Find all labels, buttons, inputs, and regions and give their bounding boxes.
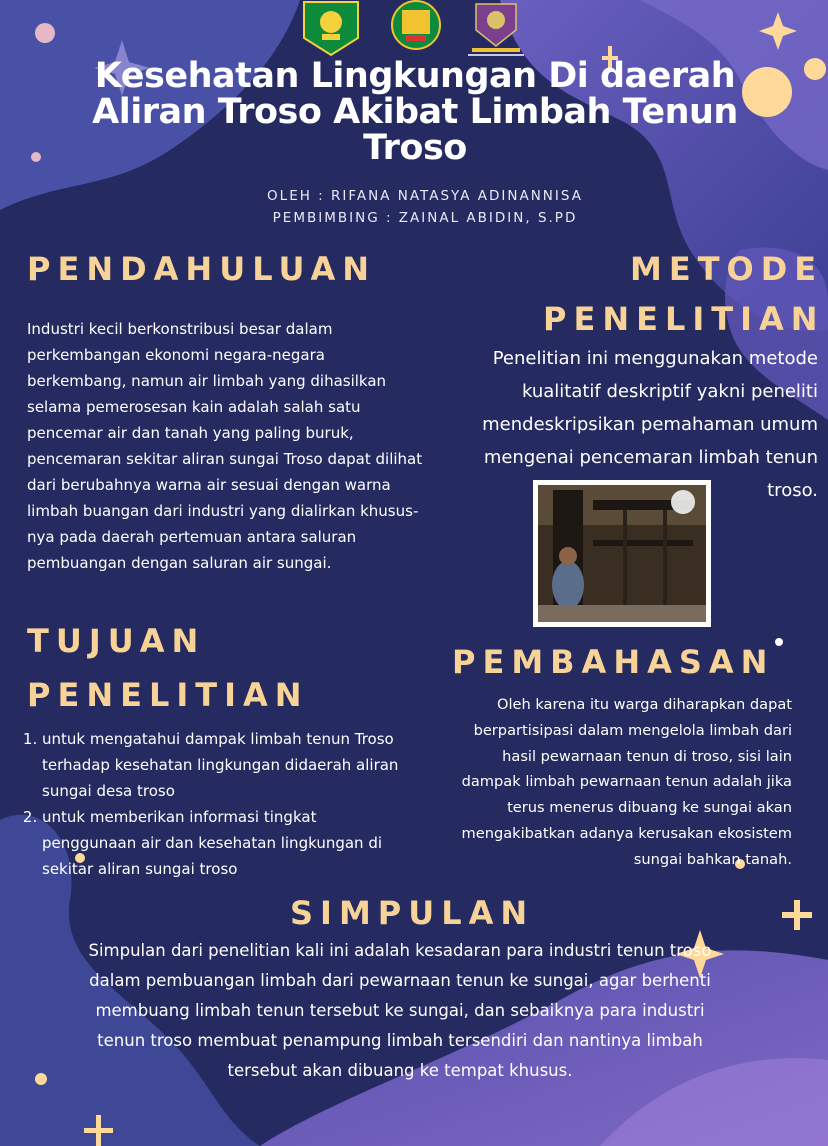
dot-left: [31, 152, 41, 162]
school-logo: [392, 1, 440, 49]
advisor-line: PEMBIMBING : ZAINAL ABIDIN, S.PD: [272, 210, 578, 226]
objective-item: 1. untuk mengatahui dampak limbah tenun Troso terhadap kesehatan lingkungan didaerah aliran sungai desa troso: [42, 726, 412, 804]
dot-pembahasan: [775, 638, 783, 646]
objective-item: 2. untuk memberikan informasi tingkat penggunaan air dan kesehatan lingkungan di sekitar aliran sungai troso: [42, 804, 412, 882]
objective-heading-line1: TUJUAN: [27, 622, 206, 660]
conclusion-heading: SIMPULAN: [290, 894, 535, 932]
plus-right-icon: [782, 900, 812, 930]
dot-bottom-left: [35, 1073, 47, 1085]
introduction-text: [27, 316, 427, 576]
introduction-heading: PENDAHULUAN: [27, 250, 376, 288]
loom-photo: [533, 480, 711, 627]
conclusion-text: Simpulan dari penelitian kali ini adalah kesadaran para industri tenun troso dalam pembuangan limbah dari pewarnaan tenun ke sungai, agar berhenti membuang limbah tenun tersebut ke sungai, dan sebaiknya para industri tenun troso membuat penampung limbah tersendiri dan nantinya limbah tersebut akan dibuang ke tempat khusus.: [88, 941, 712, 1080]
discussion-heading: PEMBAHASAN: [452, 643, 775, 681]
method-heading-line2: PENELITIAN: [543, 300, 825, 338]
kemenag-logo: [304, 2, 358, 55]
mts-jepara-logo: [468, 4, 524, 56]
objective-list: [22, 726, 412, 882]
method-text: Penelitian ini menggunakan metode kualitatif deskriptif yakni peneliti mendeskripsikan pemahaman umum mengenai pencemaran limbah tenun troso.: [482, 348, 818, 501]
discussion-text: Oleh karena itu warga diharapkan dapat berpartisipasi dalam mengelola limbah dari hasil pewarnaan tenun di troso, sisi lain dampak limbah pewarnaan tenun adalah jika terus menerus dibuang ke sungai akan mengakibatkan adanya kerusakan ekosistem sungai bahkan tanah.: [461, 696, 792, 868]
introduction-paragraph: Industri kecil berkonstribusi besar dalam perkembangan ekonomi negara-negara berkembang, namun air limbah yang dihasilkan selama pemerosesan kain adalah salah satu pencemar air dan tanah yang paling buruk, pencemaran sekitar aliran sungai Troso dapat dilihat dari berubahnya warna air sesuai dengan warna limbah buangan dari industri yang dialirkan khususnya pada daerah pertemuan antara saluran pembuangan dengan saluran air sungai.: [27, 320, 423, 572]
poster-title: Kesehatan Lingkungan Di daerah Aliran Troso Akibat Limbah Tenun Troso: [92, 56, 738, 168]
objective-heading-line2: PENELITIAN: [27, 676, 309, 714]
dot-far-right: [804, 58, 826, 80]
dot-top-left: [35, 23, 55, 43]
method-heading-line1: METODE: [630, 250, 824, 288]
logo-row: [300, 0, 540, 58]
author-line: OLEH : RIFANA NATASYA ADINANNISA: [267, 188, 583, 204]
